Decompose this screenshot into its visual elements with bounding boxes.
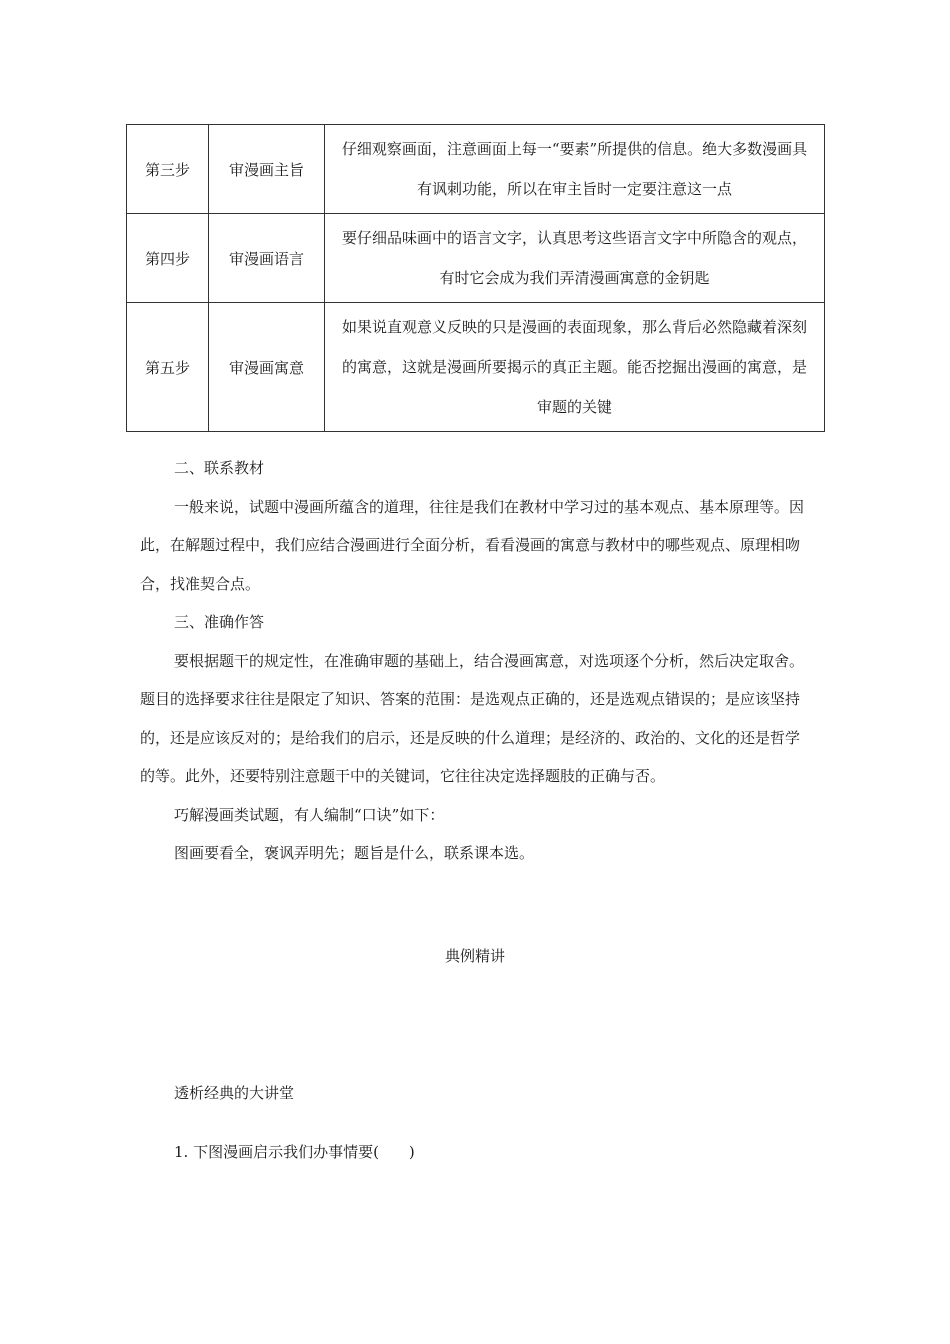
paragraph: 要根据题干的规定性，在准确审题的基础上，结合漫画寓意，对选项逐个分析，然后决定取舍。题目的选择要求往往是限定了知识、答案的范围：是选观点正确的，还是选观点错误的；是应该坚持的，还是应该反对的；是给我们的启示，还是反映的什么道理；是经济的、政治的、文化的还是哲学的等。此外，还要特别注意题干中的关键词，它往往决定选择题肢的正确与否。 <box>140 651 805 785</box>
step-cell: 第三步 <box>127 125 209 214</box>
step-cell: 第四步 <box>127 214 209 303</box>
desc-cell: 要仔细品味画中的语言文字，认真思考这些语言文字中所隐含的观点，有时它会成为我们弄清漫画寓意的金钥匙 <box>325 214 825 303</box>
table-row <box>127 303 825 432</box>
steps-table <box>126 124 825 432</box>
name-cell: 审漫画主旨 <box>209 125 325 214</box>
section-heading: 三、准确作答 <box>174 613 265 631</box>
lecture-title: 透析经典的大讲堂 <box>174 1084 295 1102</box>
question-1: 1. 下图漫画启示我们办事情要( ) <box>174 1143 415 1161</box>
table-row <box>127 214 825 303</box>
step-cell: 第五步 <box>127 303 209 432</box>
paragraph: 一般来说，试题中漫画所蕴含的道理，往往是我们在教材中学习过的基本观点、基本原理等。因此，在解题过程中，我们应结合漫画进行全面分析，看看漫画的寓意与教材中的哪些观点、原理相吻合，找准契合点。 <box>140 497 805 593</box>
mnemonic: 图画要看全，褒讽弄明先；题旨是什么，联系课本选。 <box>174 844 535 862</box>
body-text <box>140 449 812 873</box>
examples-title: 典例精讲 <box>444 947 505 965</box>
desc-cell: 仔细观察画面，注意画面上每一“要素”所提供的信息。绝大多数漫画具有讽刺功能，所以在审主旨时一定要注意这一点 <box>325 125 825 214</box>
name-cell: 审漫画语言 <box>209 214 325 303</box>
mnemonic-intro: 巧解漫画类试题，有人编制“口诀”如下： <box>174 805 445 824</box>
desc-cell: 如果说直观意义反映的只是漫画的表面现象，那么背后必然隐藏着深刻的寓意，这就是漫画所要揭示的真正主题。能否挖掘出漫画的寓意，是审题的关键 <box>325 303 825 432</box>
table-row <box>127 125 825 214</box>
section-heading: 二、联系教材 <box>174 459 265 477</box>
name-cell: 审漫画寓意 <box>209 303 325 432</box>
